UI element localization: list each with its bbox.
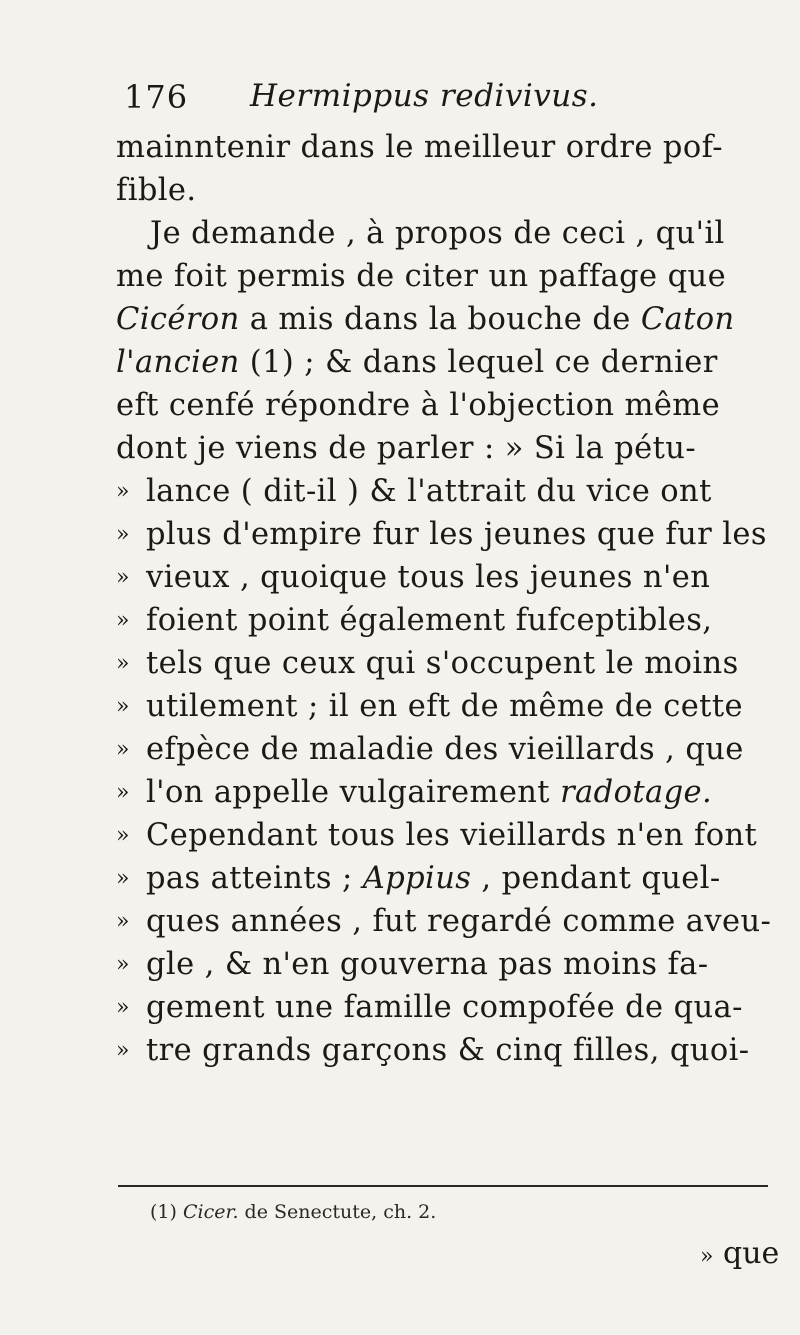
text-segment: (1) ; & dans lequel ce dernier [239,345,718,380]
text-segment: vieux , quoique tous les jeunes n'en [146,560,711,595]
quote-mark: » [116,780,130,805]
text-segment: tels que ceux qui s'occupent le moins [146,646,739,681]
text-line [116,212,776,255]
text-segment: fible. [116,173,197,208]
text-line [116,599,776,642]
quote-mark: » [116,694,130,719]
text-segment: me foit permis de citer un paffage que [116,259,727,294]
text-segment: gle , & n'en gouverna pas moins fa- [146,947,709,982]
quote-mark: » [116,823,130,848]
text-segment: pas atteints ; [146,861,363,896]
quote-mark: » [116,565,130,590]
text-line [116,427,776,470]
text-line [116,642,776,685]
text-segment: plus d'empire fur les jeunes que fur les [146,517,767,552]
quote-mark: » [116,479,130,504]
text-line [116,470,776,513]
text-line [116,1029,776,1072]
footnote-marker: (1) [150,1201,177,1223]
text-line [116,341,776,384]
text-segment: gement une famille compofée de qua- [146,990,743,1025]
body-text [116,126,776,1072]
footnote [150,1201,436,1223]
text-line [116,771,776,814]
text-segment: lance ( dit-il ) & l'attrait du vice ont [146,474,712,509]
italic-segment: Appius [362,861,472,896]
quote-mark: » [116,1038,130,1063]
text-segment: mainntenir dans le meilleur ordre pof- [116,130,723,165]
text-line [116,384,776,427]
quote-mark: » [116,995,130,1020]
text-line [116,169,776,212]
quote-mark: » [116,608,130,633]
text-segment: ques années , fut regardé comme aveu- [146,904,772,939]
text-segment: Cependant tous les vieillards n'en font [146,818,758,853]
footnote-rest: de Senectute, ch. 2. [238,1201,437,1223]
text-line [116,126,776,169]
text-line [116,857,776,900]
page-header [124,78,764,128]
quote-mark: » [116,737,130,762]
italic-segment: radotage. [560,775,713,810]
text-line [116,513,776,556]
text-segment: tre grands garçons & cinq filles, quoi- [146,1033,750,1068]
italic-segment: Caton [640,302,735,337]
quote-mark: » [116,522,130,547]
text-segment: eft cenfé répondre à l'objection même [116,388,721,423]
text-segment: , pendant quel- [471,861,721,896]
text-line [116,986,776,1029]
quote-mark: » [116,909,130,934]
footnote-source: Cicer. [182,1201,239,1223]
quote-mark: » [116,952,130,977]
text-line [116,900,776,943]
catchword-word: que [723,1236,780,1271]
text-segment: Je demande , à propos de ceci , qu'il [150,216,725,251]
text-segment: a mis dans la bouche de [239,302,641,337]
page-number: 176 [124,78,189,116]
text-segment: foient point également fufceptibles, [146,603,713,638]
footnote-rule [118,1185,768,1187]
text-line [116,943,776,986]
text-line [116,298,776,341]
italic-segment: l'ancien [116,345,240,380]
italic-segment: Cicéron [116,302,240,337]
text-line [116,728,776,771]
catchword-quote-mark: » [700,1244,714,1269]
text-segment: dont je viens de parler : » Si la pétu- [116,431,697,466]
text-line [116,814,776,857]
text-line [116,255,776,298]
text-line [116,685,776,728]
running-title: Hermippus redivivus. [250,78,599,114]
text-segment: l'on appelle vulgairement [146,775,561,810]
text-segment: efpèce de maladie des vieillards , que [146,732,744,767]
quote-mark: » [116,651,130,676]
text-line [116,556,776,599]
text-segment: utilement ; il en eft de même de cette [146,689,743,724]
catchword [700,1236,779,1271]
quote-mark: » [116,866,130,891]
